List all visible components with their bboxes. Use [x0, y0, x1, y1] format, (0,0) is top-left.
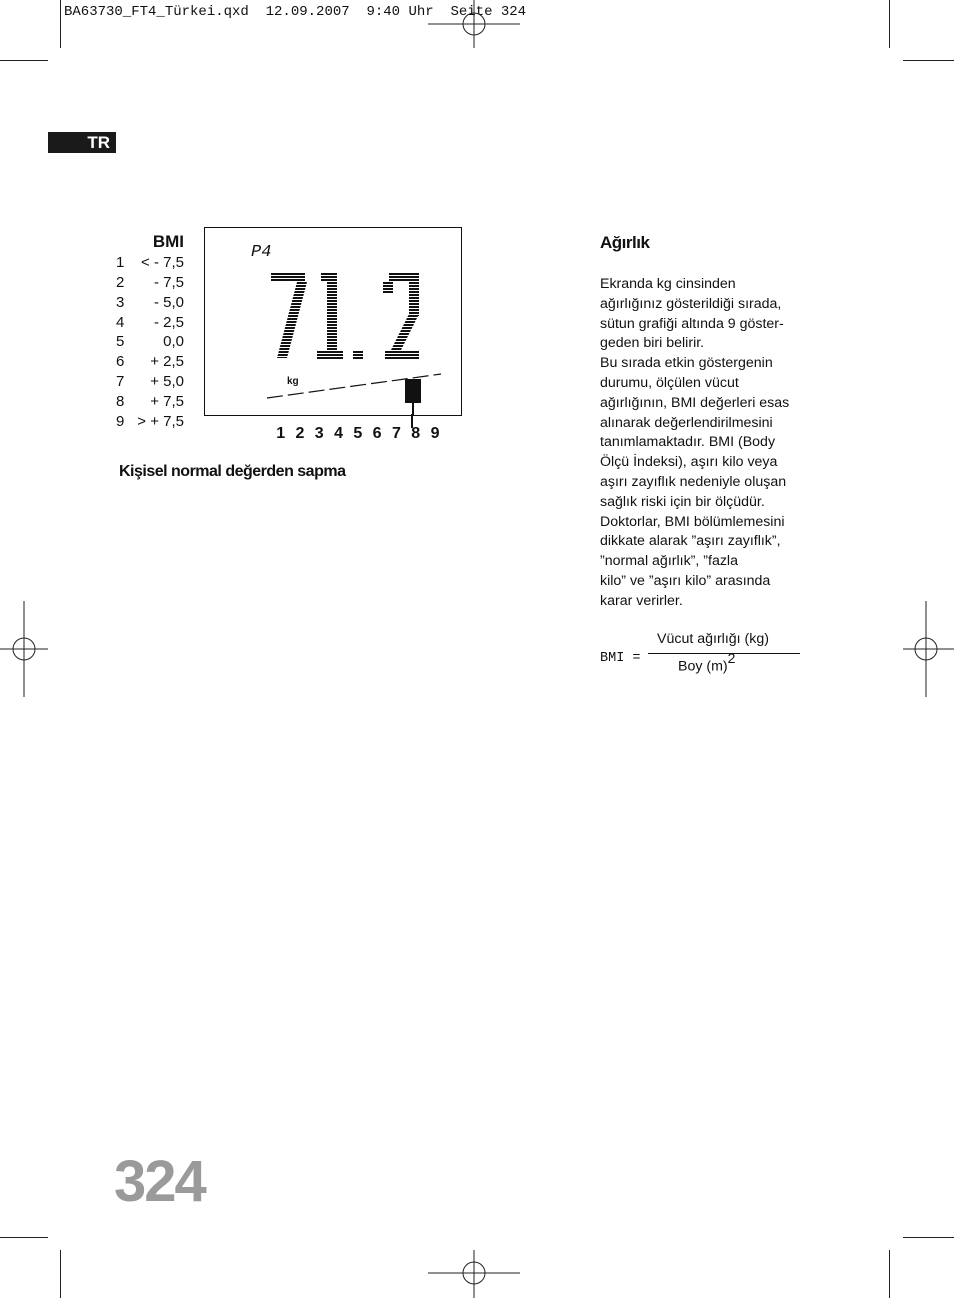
figure-caption: Kişisel normal değerden sapma [119, 463, 346, 480]
formula-exponent: 2 [727, 650, 736, 666]
bmi-scale-numbers: 1 2 3 4 5 6 7 8 9 [276, 425, 440, 442]
section-title: Ağırlık [600, 233, 650, 252]
formula-denominator: Boy $(m)^2$ [678, 650, 736, 675]
section-body: Ekranda kg cinsinden ağırlığınız gösterildiği sırada, sütun grafiği altında 9 göster- geden biri belirir. Bu sırada etkin göstergenin durumu, ölçülen vücut ağırlığının, BMI değerleri esas alınarak değerlendirilmesini tanımlamaktadır. BMI (Body Ölçü İndeksi), aşırı kilo veya aşırı zayıflık nedeniyle oluşan sağlık riski için bir ölçüdür. Doktorlar, BMI bölümlemesini dikkate alarak ”aşırı zayıflık”, ”normal ağırlık”, ”fazla kilo” ve ”aşırı kilo” arasında karar verirler. [600, 276, 790, 609]
language-code: TR [87, 133, 110, 152]
lcd-screen-art [205, 228, 461, 415]
bmi-row: 7 + 5,0 [116, 373, 184, 390]
bmi-table-title: BMI [152, 232, 184, 251]
lcd-user-indicator: P4 [251, 243, 272, 262]
bmi-row: 4 - 2,5 [116, 314, 184, 331]
bmi-row: 3 - 5,0 [116, 294, 184, 311]
bmi-row: 9 > + 7,5 [116, 413, 184, 430]
bmi-row: 1 < - 7,5 [116, 254, 184, 271]
lcd-display [204, 227, 462, 416]
formula-numerator: Vücut ağırlığı (kg) [657, 631, 769, 647]
language-tab [48, 132, 116, 153]
bmi-row: 8 + 7,5 [116, 393, 184, 410]
bmi-row: 2 - 7,5 [116, 274, 184, 291]
formula-label: BMI = [600, 651, 641, 666]
file-slug: BA63730_FT4_Türkei.qxd 12.09.2007 9:40 Uhr Seite 324 [64, 4, 527, 20]
page-number: 324 [114, 1149, 205, 1214]
bmi-row: 6 + 2,5 [116, 353, 184, 370]
bmi-row: 5 0,0 [116, 333, 184, 350]
lcd-weight-digits [271, 272, 419, 360]
lcd-active-segment [405, 379, 421, 403]
lcd-unit: kg [287, 376, 299, 387]
